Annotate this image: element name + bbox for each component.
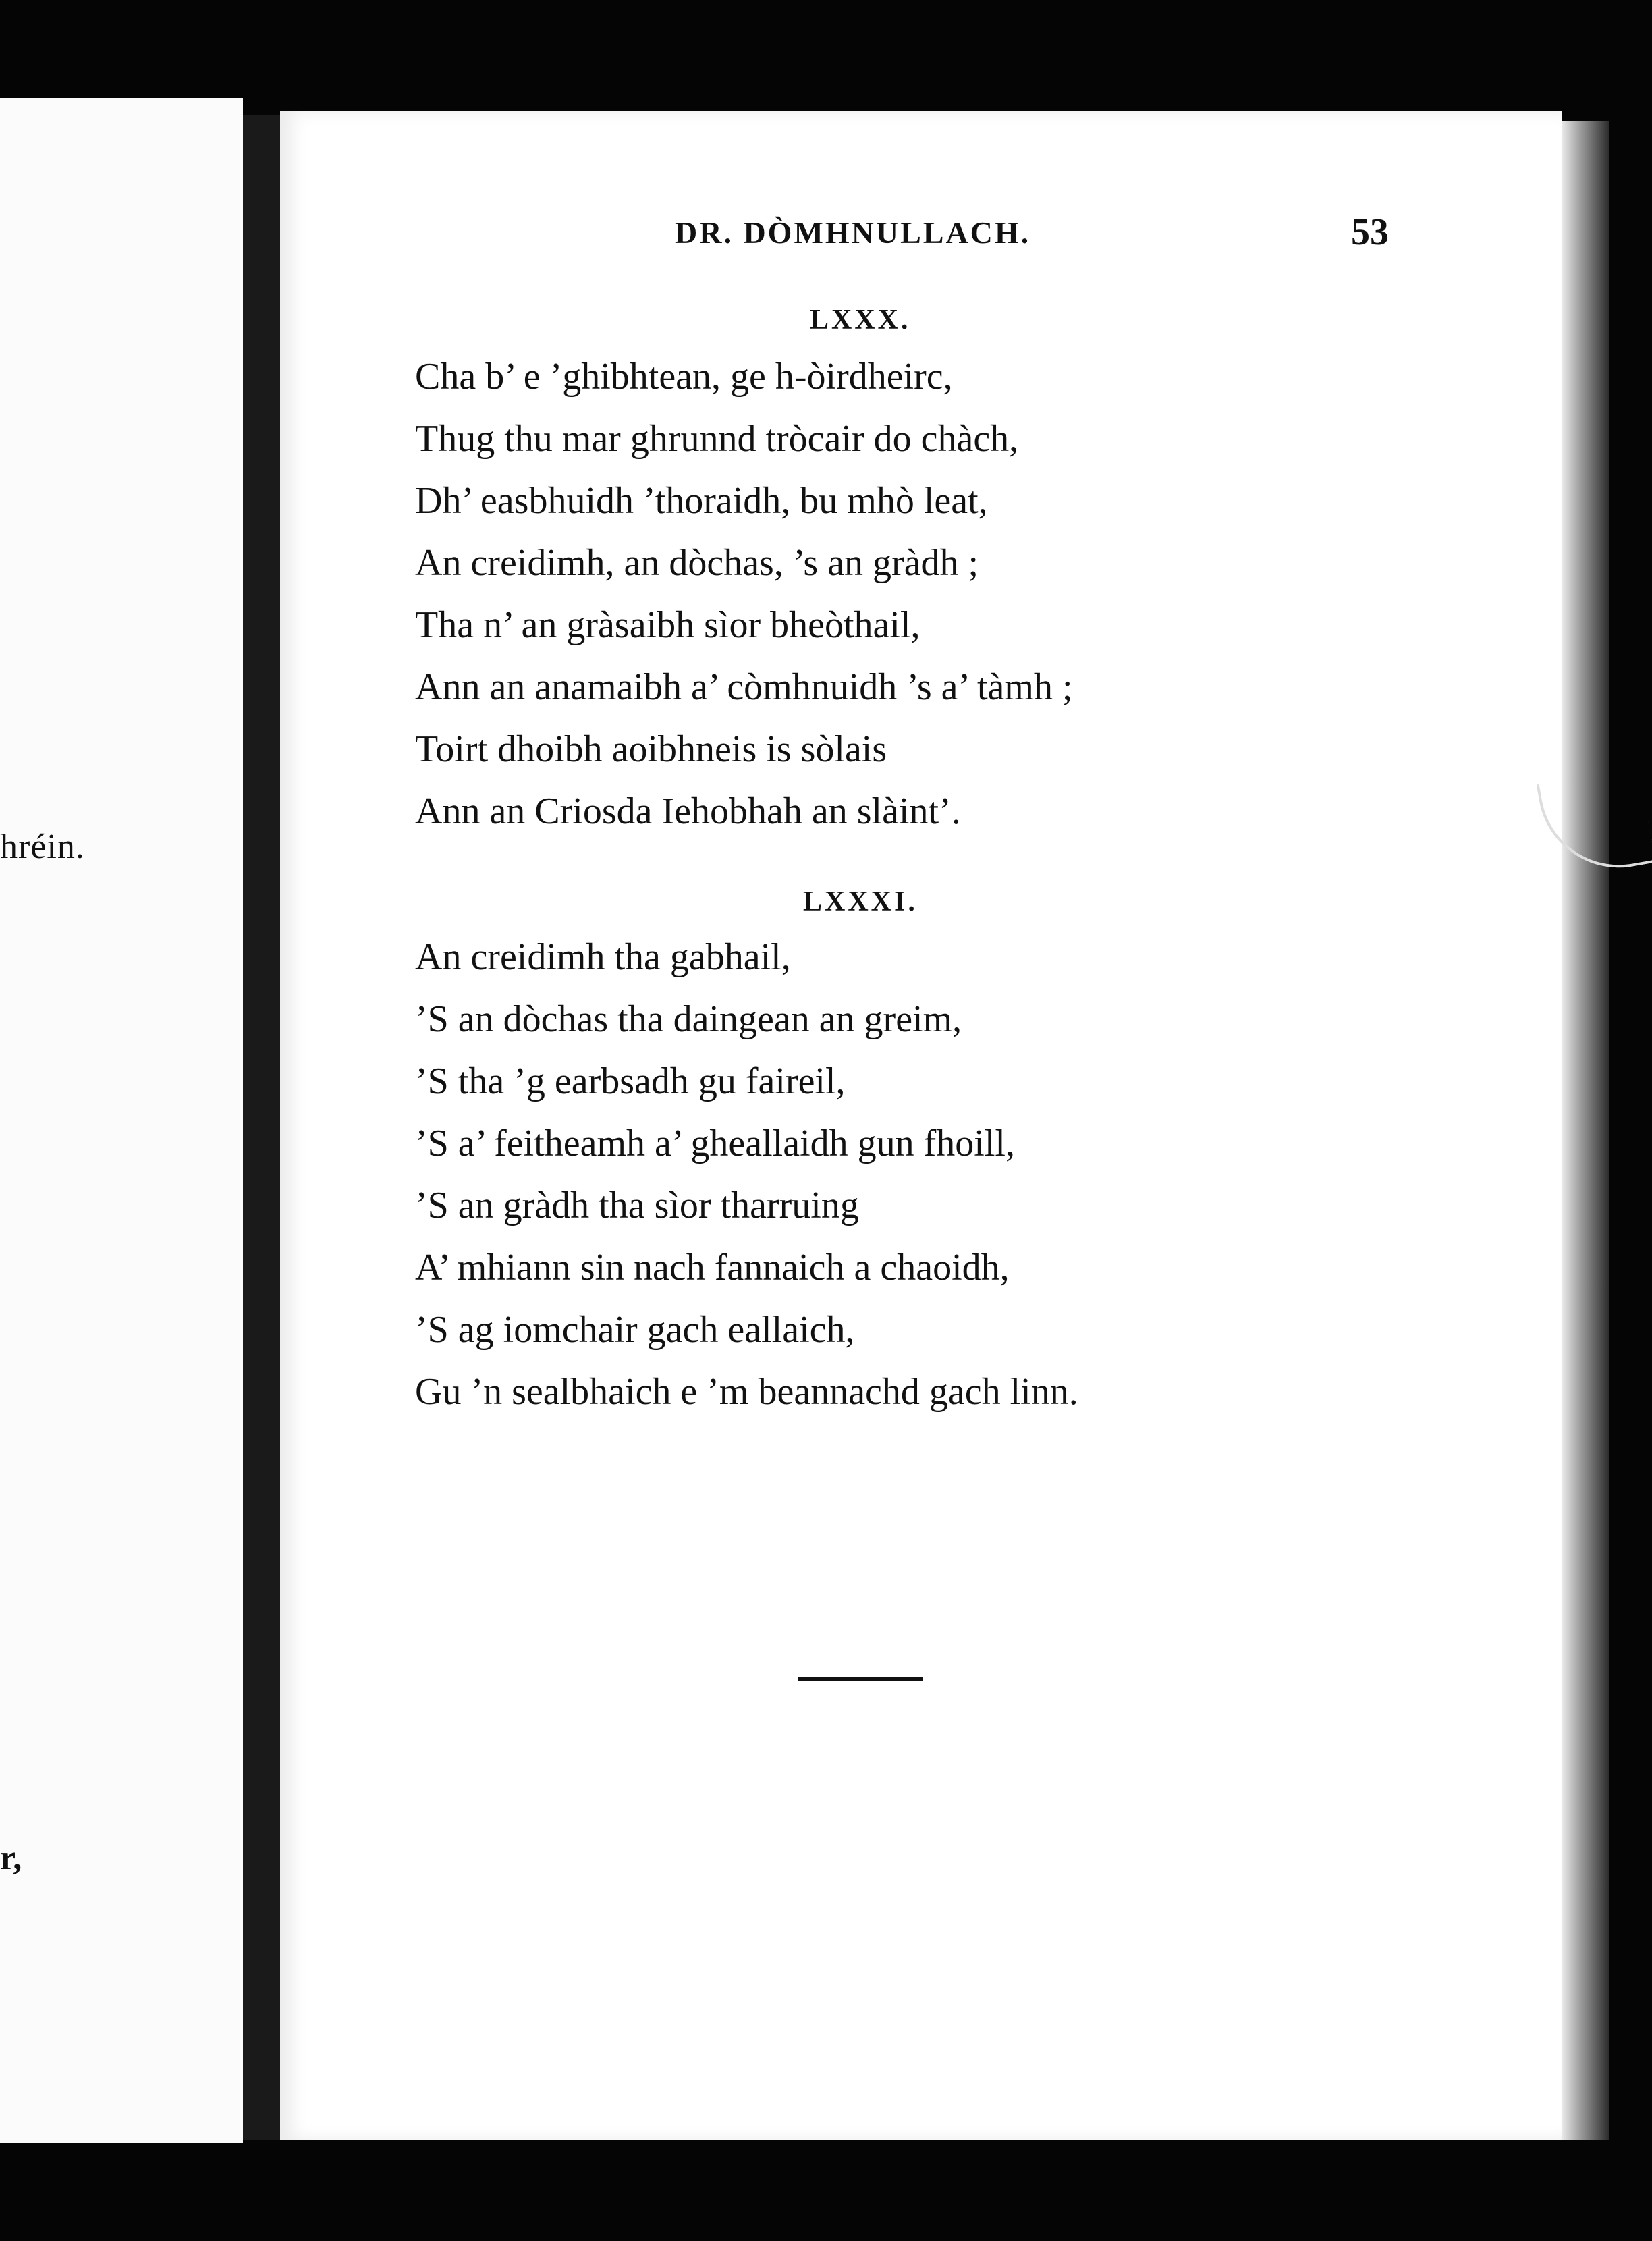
page-number: 53: [1351, 211, 1389, 253]
closing-rule: [798, 1677, 923, 1681]
verse-line: An creidimh tha gabhail,: [415, 936, 791, 978]
verse-line: Ann an anamaibh a’ còmhnuidh ’s a’ tàmh ;: [415, 666, 1073, 708]
verse-line: ’S tha ’g earbsadh gu faireil,: [415, 1060, 846, 1102]
stanza-number: LXXXI.: [803, 886, 918, 917]
verse-line: ’S ag iomchair gach eallaich,: [415, 1309, 855, 1351]
left-page-fragment: hréin.: [0, 828, 85, 866]
stanza-lxxxi: [415, 926, 1078, 1423]
verse-line: Gu ’n sealbhaich e ’m beannachd gach linn.: [415, 1371, 1078, 1413]
verse-line: Tha n’ an gràsaibh sìor bheòthail,: [415, 604, 920, 646]
verse-line: Dh’ easbhuidh ’thoraidh, bu mhò leat,: [415, 480, 988, 522]
stanza-number: LXXX.: [810, 304, 911, 335]
left-page: [0, 98, 243, 2143]
verse-line: Toirt dhoibh aoibhneis is sòlais: [415, 728, 887, 770]
verse-line: ’S an gràdh tha sìor tharruing: [415, 1185, 859, 1226]
verse-line: ’S an dòchas tha daingean an greim,: [415, 998, 962, 1040]
left-page-fragment: r,: [0, 1839, 23, 1877]
verse-line: Cha b’ e ’ghibhtean, ge h-òirdheirc,: [415, 356, 953, 398]
verse-line: An creidimh, an dòchas, ’s an gràdh ;: [415, 542, 979, 584]
running-head: DR. DÒMHNULLACH.: [675, 215, 1031, 250]
verse-line: Thug thu mar ghrunnd tròcair do chàch,: [415, 418, 1019, 460]
page-edge: [1562, 122, 1609, 2140]
verse-line: Ann an Criosda Iehobhah an slàint’.: [415, 790, 961, 832]
book-gutter: [243, 115, 280, 2140]
stanza-lxxx: [415, 346, 1073, 842]
verse-line: ’S a’ feitheamh a’ gheallaidh gun fhoill,: [415, 1123, 1015, 1164]
verse-line: A’ mhiann sin nach fannaich a chaoidh,: [415, 1247, 1010, 1289]
